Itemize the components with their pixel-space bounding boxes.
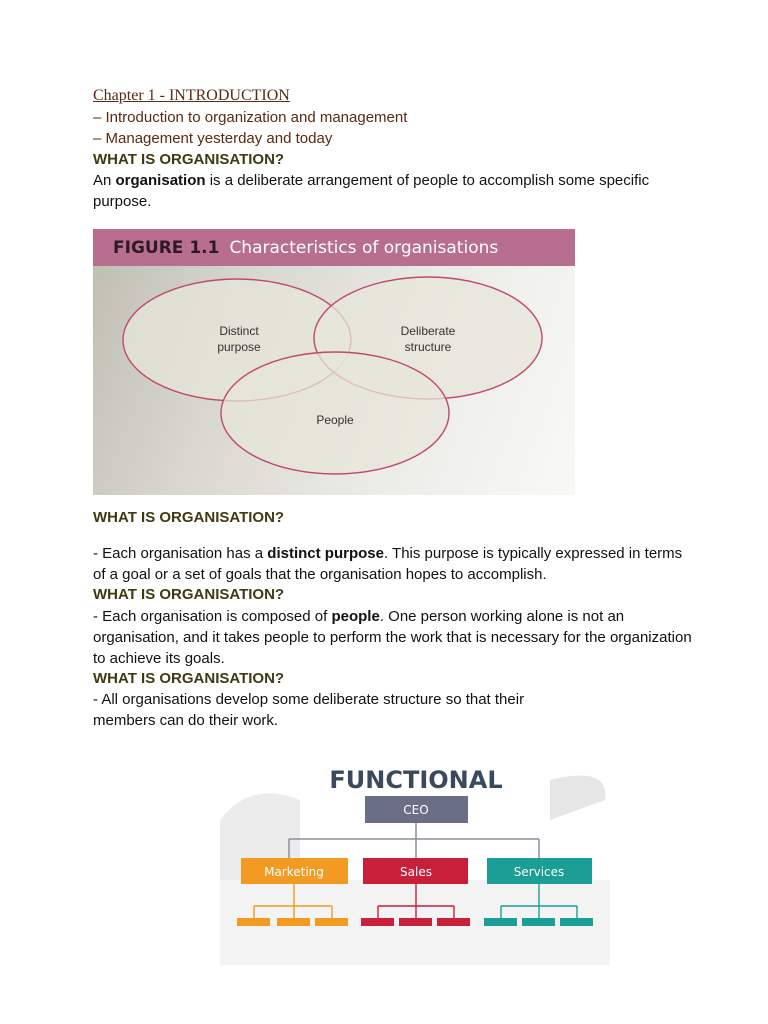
functional-title: FUNCTIONAL	[329, 766, 503, 794]
heading-purpose: WHAT IS ORGANISATION?	[93, 509, 285, 526]
section-heading: WHAT IS ORGANISATION?	[93, 151, 285, 168]
paragraph-purpose: - Each organisation has a distinct purpose. This purpose is typically expressed in terms of a goal or a set of goals that the organisation hopes to accomplish.	[93, 545, 683, 583]
subtitle-intro: – Introduction to organization and management	[93, 109, 408, 126]
label-structure: structure	[404, 340, 452, 354]
sales-sub-units	[361, 918, 470, 926]
label-people: People	[316, 413, 354, 427]
marketing-label: Marketing	[264, 865, 324, 879]
figure-header	[93, 229, 575, 266]
term-distinct-purpose: distinct purpose	[267, 545, 384, 562]
marketing-sub-units	[237, 918, 348, 926]
services-label: Services	[513, 865, 565, 879]
heading-people: WHAT IS ORGANISATION?	[93, 586, 285, 603]
functional-chart-graphic	[220, 760, 610, 965]
paragraph-people: - Each organisation is composed of people. One person working alone is not an organisation, and it takes people to perform the work that is necessary for the organization to achieve its goals.	[93, 608, 692, 667]
label-purpose: purpose	[217, 340, 261, 354]
paragraph-structure: - All organisations develop some deliberate structure so that their members can do their work.	[93, 691, 525, 729]
sales-label: Sales	[400, 865, 432, 879]
label-deliberate: Deliberate	[400, 324, 456, 338]
label-distinct: Distinct	[219, 324, 259, 338]
figure-characteristics	[93, 229, 575, 495]
term-people: people	[331, 608, 380, 625]
venn-diagram	[93, 266, 575, 495]
heading-structure: WHAT IS ORGANISATION?	[93, 670, 285, 687]
functional-chart	[220, 760, 610, 965]
chapter-title: Chapter 1 - INTRODUCTION	[93, 87, 290, 104]
figure-number: FIGURE 1.1	[113, 237, 220, 258]
definition-paragraph: An organisation is a deliberate arrangement of people to accomplish some specific purpose.	[93, 172, 650, 210]
definition-term: organisation	[115, 172, 206, 189]
ceo-label: CEO	[403, 803, 429, 817]
figure-title: Characteristics of organisations	[229, 237, 499, 258]
subtitle-management: – Management yesterday and today	[93, 130, 333, 147]
services-sub-units	[484, 918, 593, 926]
